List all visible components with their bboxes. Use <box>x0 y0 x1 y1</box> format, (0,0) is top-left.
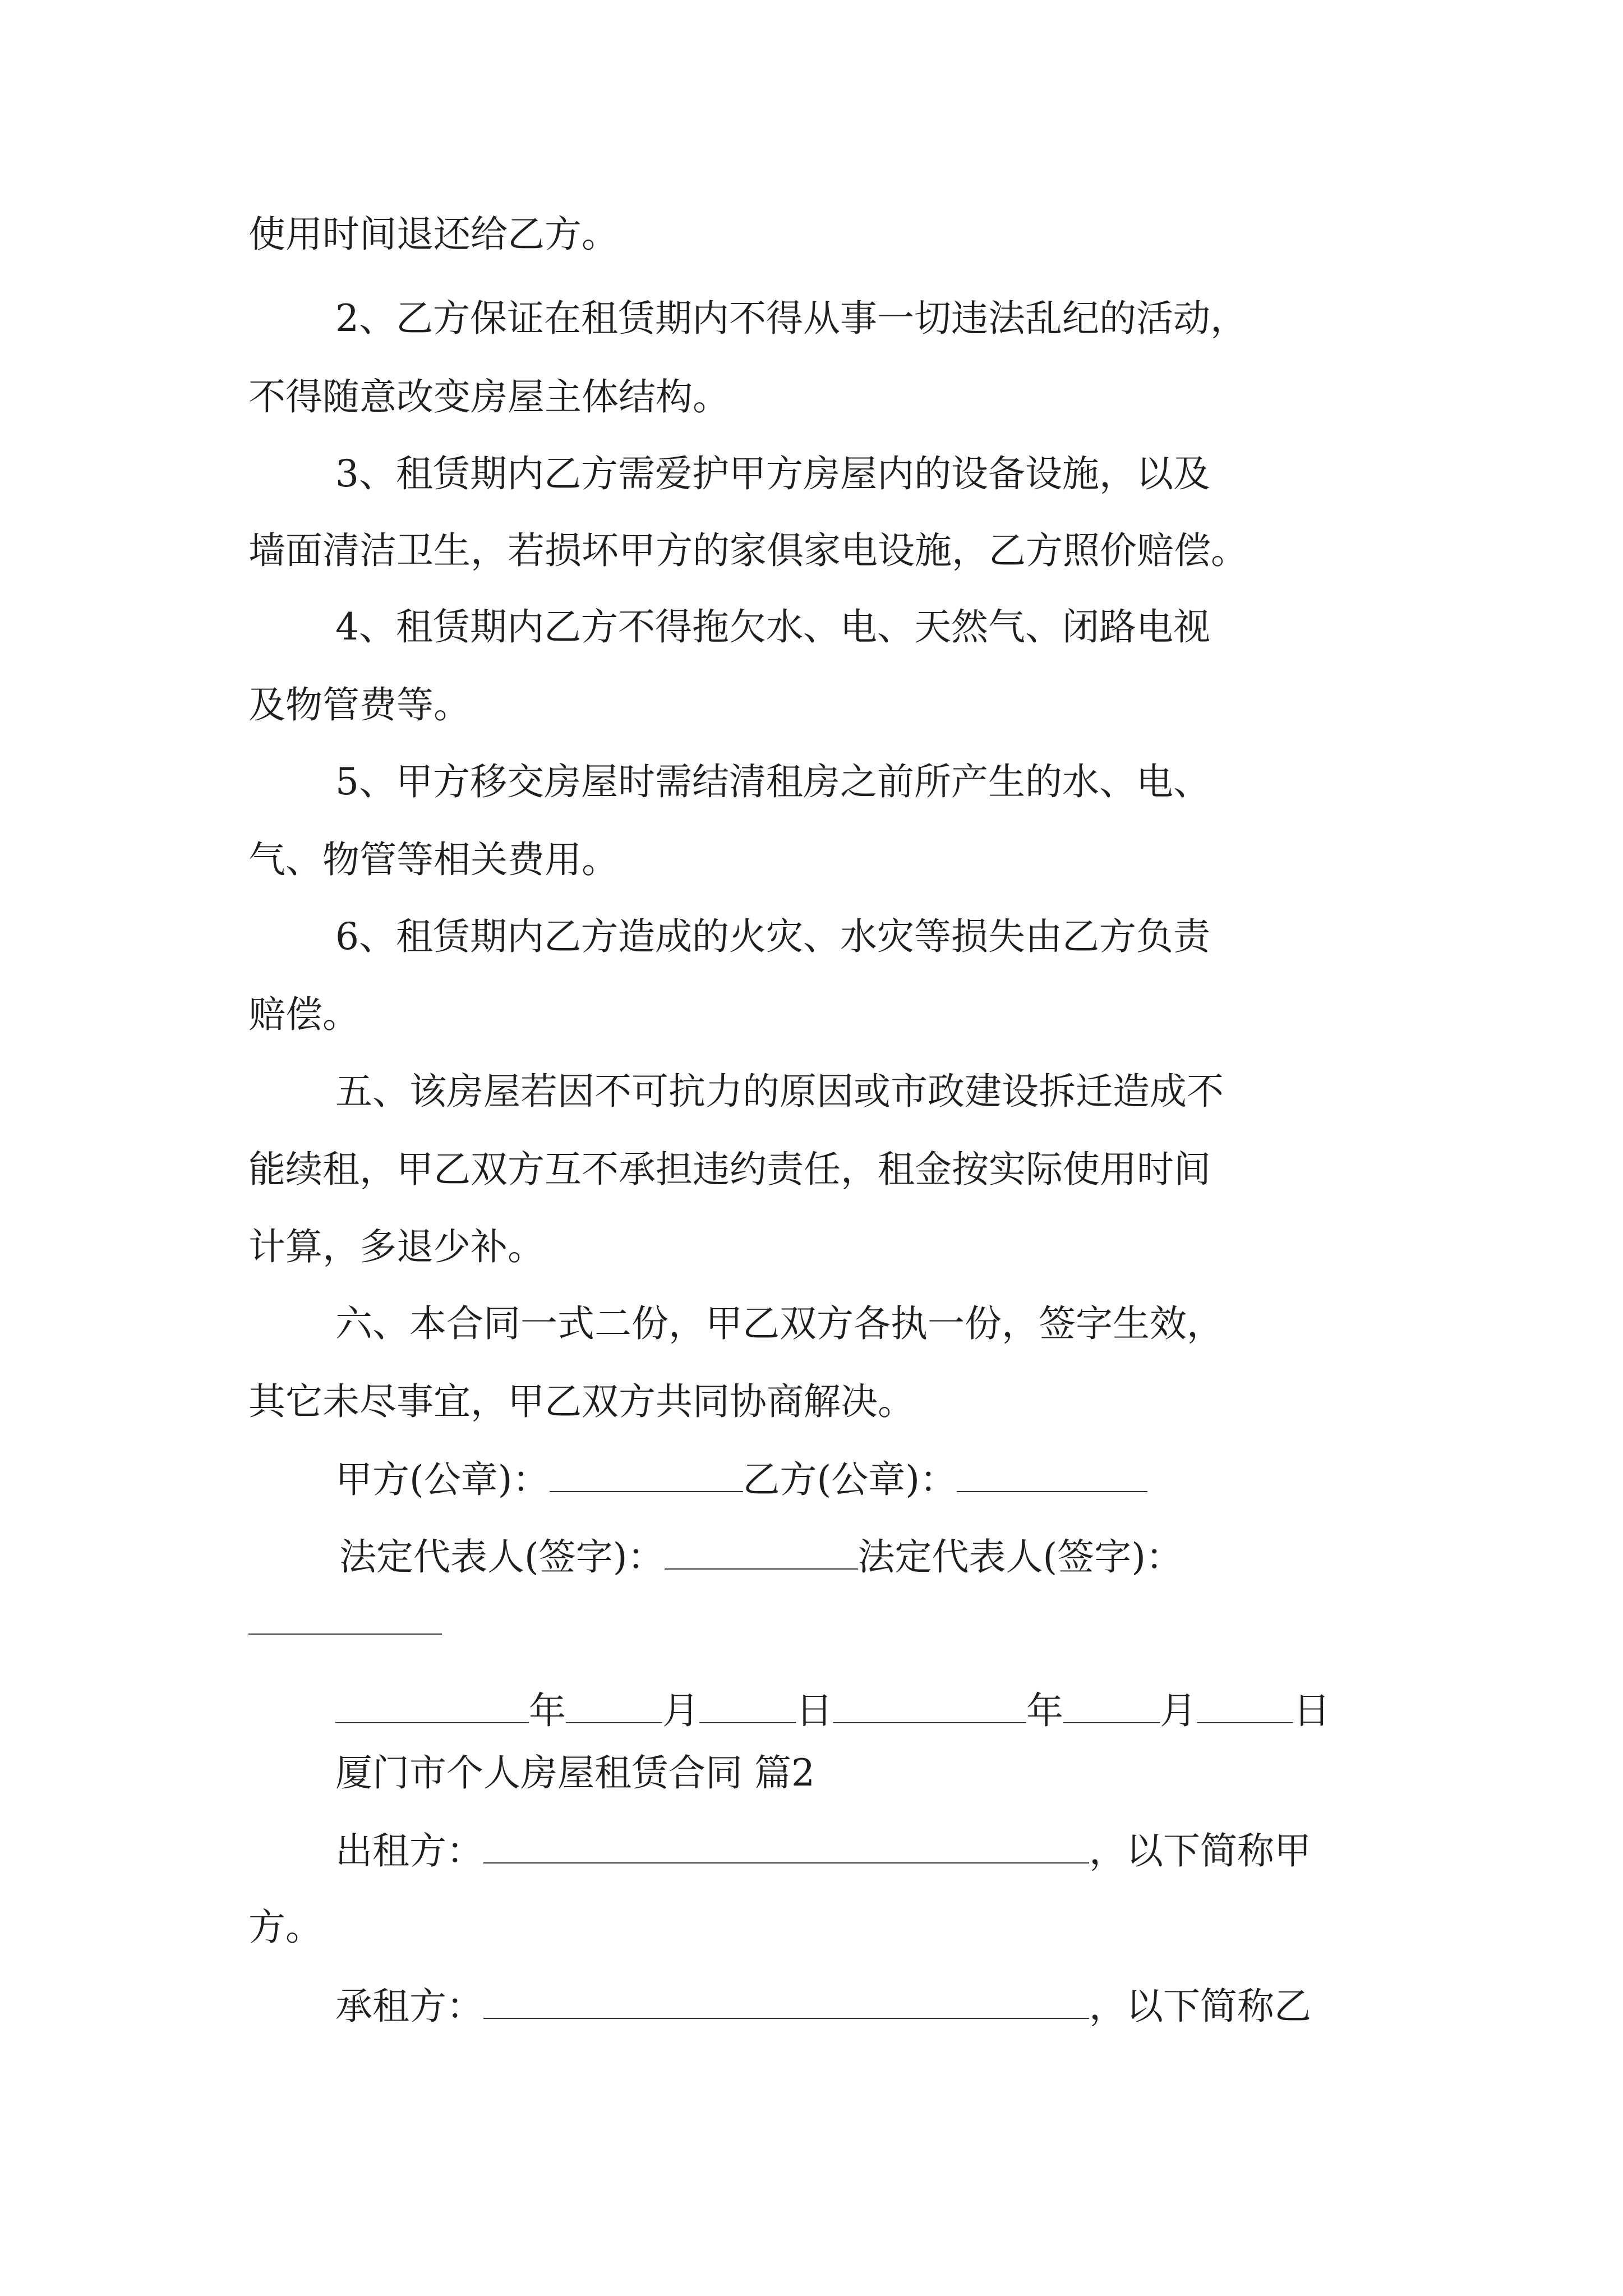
clause-2-line-1: 2、乙方保证在租赁期内不得从事一切违法乱纪的活动， <box>335 297 1247 340</box>
lessor-suffix: ，以下简称甲 <box>1089 1829 1311 1872</box>
lessee-label: 承租方： <box>335 1985 483 2028</box>
clause-4-line-2: 及物管费等。 <box>248 683 471 726</box>
date-a-month-blank[interactable] <box>566 1687 662 1723</box>
date-a-day: 日 <box>796 1689 833 1732</box>
lessee-row <box>335 1983 1311 2029</box>
lessor-label: 出租方： <box>335 1829 483 1872</box>
party-a-seal-label: 甲方(公章)： <box>335 1458 550 1501</box>
clause-3-line-2: 墙面清洁卫生，若损坏甲方的家俱家电设施，乙方照价赔偿。 <box>248 529 1248 572</box>
article-5-line-2: 能续租，甲乙双方互不承担违约责任，租金按实际使用时间 <box>248 1148 1211 1191</box>
party-b-seal-label: 乙方(公章)： <box>743 1458 957 1501</box>
section-2-title: 厦门市个人房屋租赁合同 篇2 <box>335 1751 815 1795</box>
lessor-blank[interactable] <box>483 1828 1089 1864</box>
rep-b-blank[interactable] <box>248 1634 442 1635</box>
clause-5-line-2: 气、物管等相关费用。 <box>248 838 619 881</box>
representative-row <box>339 1534 1183 1580</box>
clause-6-line-2: 赔偿。 <box>248 993 359 1036</box>
lessor-continuation: 方。 <box>248 1906 322 1949</box>
party-a-seal-blank[interactable] <box>550 1456 743 1492</box>
clause-4-line-1: 4、租赁期内乙方不得拖欠水、电、天然气、闭路电视 <box>335 605 1210 648</box>
lessor-row <box>335 1828 1311 1874</box>
date-b-year-blank[interactable] <box>833 1687 1026 1723</box>
date-b-day-blank[interactable] <box>1197 1687 1293 1723</box>
date-row <box>335 1687 1330 1733</box>
clause-5-line-1: 5、甲方移交房屋时需结清租房之前所产生的水、电、 <box>335 760 1210 803</box>
date-b-day: 日 <box>1293 1689 1330 1732</box>
date-a-month: 月 <box>662 1689 699 1732</box>
seal-row <box>335 1456 1147 1502</box>
date-b-year: 年 <box>1026 1689 1063 1732</box>
clause-6-line-1: 6、租赁期内乙方造成的火灾、水灾等损失由乙方负责 <box>335 915 1210 958</box>
article-6-line-1: 六、本合同一式二份，甲乙双方各执一份，签字生效， <box>335 1302 1224 1345</box>
date-b-month: 月 <box>1160 1689 1197 1732</box>
article-5-line-3: 计算，多退少补。 <box>248 1225 545 1268</box>
lessee-suffix: ，以下简称乙 <box>1089 1985 1311 2028</box>
date-a-day-blank[interactable] <box>699 1687 796 1723</box>
rep-b-label: 法定代表人(签字)： <box>857 1535 1183 1579</box>
article-6-line-2: 其它未尽事宜，甲乙双方共同协商解决。 <box>248 1380 915 1423</box>
lessee-blank[interactable] <box>483 1983 1089 2019</box>
clause-3-line-1: 3、租赁期内乙方需爱护甲方房屋内的设备设施，以及 <box>335 452 1210 495</box>
article-5-line-1: 五、该房屋若因不可抗力的原因或市政建设拆迁造成不 <box>335 1070 1224 1113</box>
clause-2-line-2: 不得随意改变房屋主体结构。 <box>248 375 730 418</box>
date-a-year: 年 <box>529 1689 566 1732</box>
rep-a-label: 法定代表人(签字)： <box>339 1535 665 1579</box>
rep-a-blank[interactable] <box>665 1534 858 1570</box>
date-b-month-blank[interactable] <box>1063 1687 1160 1723</box>
date-a-year-blank[interactable] <box>335 1687 529 1723</box>
party-b-seal-blank[interactable] <box>957 1456 1147 1492</box>
body-line-1: 使用时间退还给乙方。 <box>248 213 619 256</box>
